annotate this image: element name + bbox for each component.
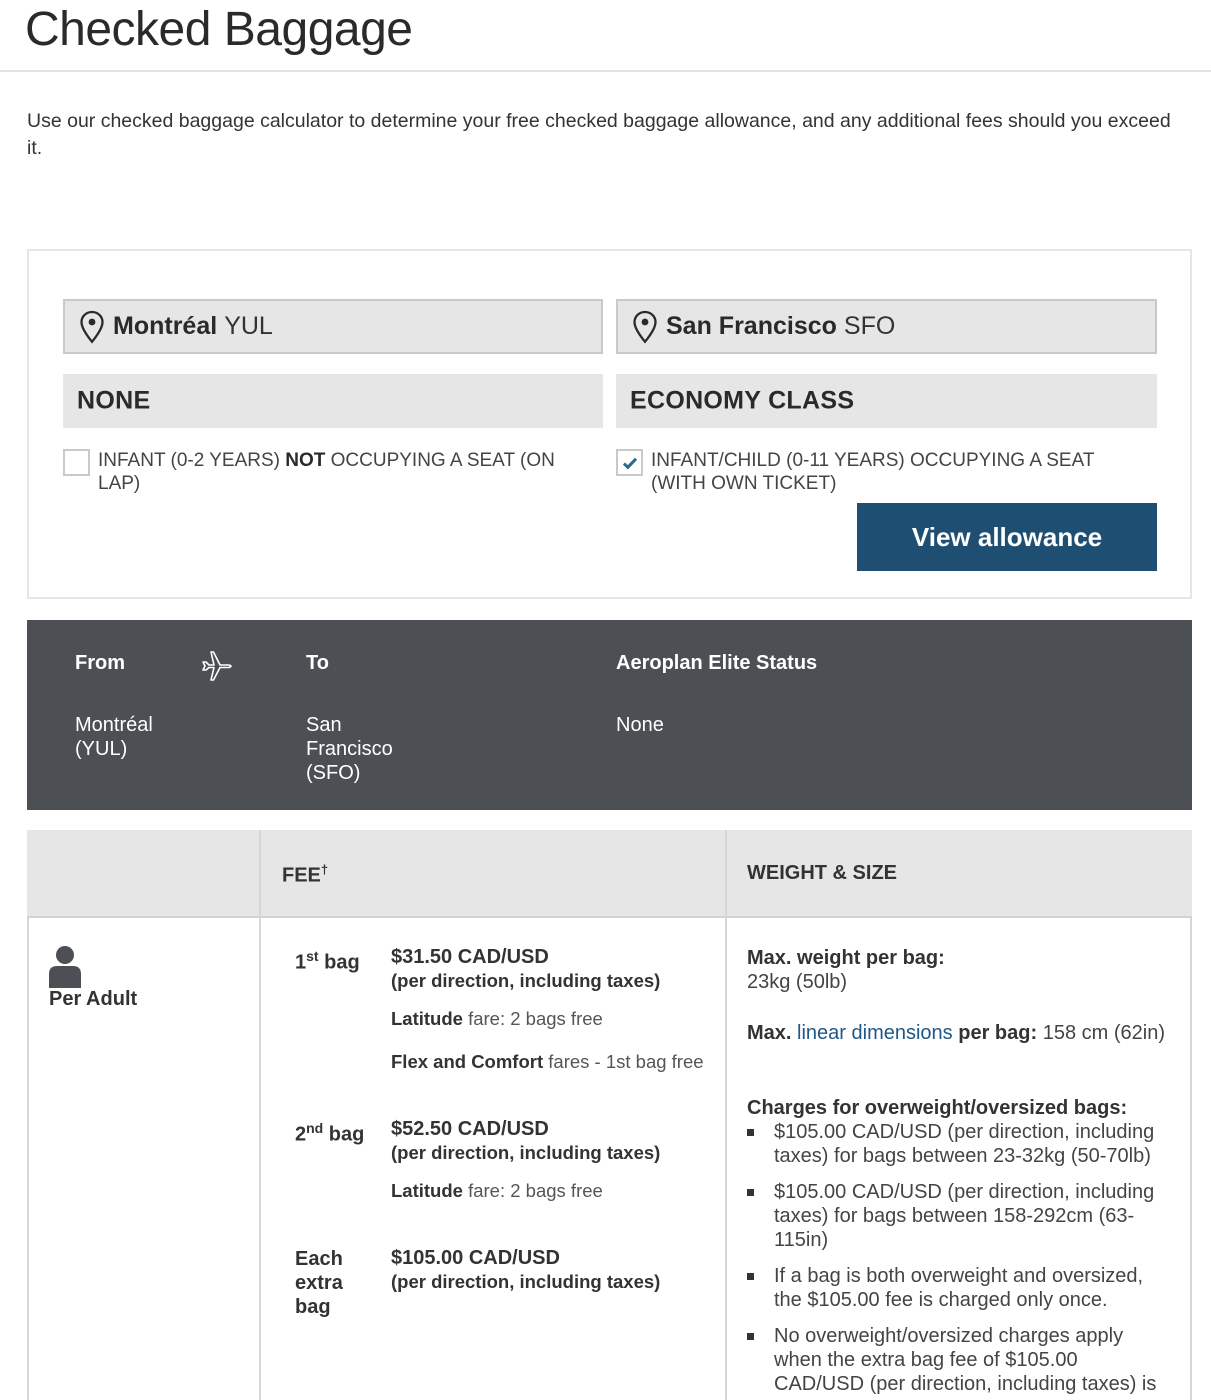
column-divider <box>725 830 727 1400</box>
fare-note: Latitude fare: 2 bags free <box>391 1180 603 1201</box>
column-divider <box>259 830 261 1400</box>
bag-price-2: $52.50 CAD/USD (per direction, including taxes) <box>391 1118 661 1163</box>
infant-seat-label: INFANT/CHILD (0-11 YEARS) OCCUPYING A SEAT (WITH OWN TICKET) <box>651 450 1095 494</box>
to-label: To <box>306 652 329 674</box>
bag-label-2: 2nd bag <box>295 1120 365 1146</box>
from-label: From <box>75 652 125 674</box>
infant-lap-option[interactable] <box>63 449 558 495</box>
to-value: San Francisco (SFO) <box>306 714 393 784</box>
elite-status-value: NONE <box>77 386 151 415</box>
table-border <box>1190 918 1192 1400</box>
cabin-class-select[interactable] <box>616 374 1157 428</box>
list-item: If a bag is both overweight and oversized, the $105.00 fee is charged only once. <box>747 1264 1167 1312</box>
list-item: No overweight/oversized charges apply when the extra bag fee of $105.00 CAD/USD (per direction, including taxes) is <box>747 1324 1167 1396</box>
table-header <box>27 830 1192 918</box>
route-summary <box>27 620 1192 810</box>
charges-list <box>747 1120 1167 1396</box>
elite-status-select[interactable] <box>63 374 603 428</box>
origin-city: Montréal <box>113 312 218 340</box>
map-pin-icon <box>632 310 658 344</box>
checkmark-icon <box>621 454 639 472</box>
table-border <box>27 918 29 1400</box>
infant-seat-option[interactable] <box>616 449 1111 495</box>
passenger-type: Per Adult <box>49 988 138 1010</box>
origin-code: YUL <box>224 312 273 340</box>
cabin-class-value: ECONOMY CLASS <box>630 386 855 415</box>
plane-icon <box>199 648 235 684</box>
overweight-charges: Charges for overweight/oversized bags: $105.00 CAD/USD (per direction, including taxes) for bags between 23-32kg (50-70lb) $105.00 CAD/USD (per direction, including taxes) for bags between 158-292cm (63-115in) If a bag is both overweight and oversized, the $105.00 fee is charged only once. No overweight/oversized charges apply when the extra bag fee of $105.00 CAD/USD (per direction, including taxes) is <box>747 1096 1167 1400</box>
map-pin-icon <box>79 310 105 344</box>
fare-note: Flex and Comfort fares - 1st bag free <box>391 1051 704 1072</box>
infant-lap-checkbox[interactable] <box>63 449 90 476</box>
intro-text: Use our checked baggage calculator to determine your free checked baggage allowance, and any additional fees should you exceed it. <box>27 110 1171 159</box>
infant-seat-checkbox[interactable] <box>616 449 643 476</box>
max-dimensions: Max. linear dimensions per bag: 158 cm (62in) <box>747 1022 1165 1044</box>
fare-note: Latitude fare: 2 bags free <box>391 1008 603 1029</box>
view-allowance-button[interactable]: View allowance <box>857 503 1157 571</box>
person-icon <box>47 944 83 988</box>
destination-field[interactable] <box>616 299 1157 354</box>
status-value: None <box>616 714 664 736</box>
page-title: Checked Baggage <box>25 3 413 56</box>
destination-city: San Francisco <box>666 312 837 340</box>
list-item: $105.00 CAD/USD (per direction, including taxes) for bags between 23-32kg (50-70lb) <box>747 1120 1167 1168</box>
linear-dimensions-link[interactable]: linear dimensions <box>797 1022 953 1044</box>
bag-label-1: 1st bag <box>295 948 360 974</box>
destination-code: SFO <box>843 312 896 340</box>
from-value: Montréal (YUL) <box>75 714 153 760</box>
weight-size-header: WEIGHT & SIZE <box>747 862 897 884</box>
fee-header: FEE† <box>282 862 329 887</box>
bag-price-1: $31.50 CAD/USD (per direction, including taxes) <box>391 946 661 991</box>
bag-price-extra: $105.00 CAD/USD (per direction, including taxes) <box>391 1247 661 1292</box>
baggage-calculator <box>27 249 1192 599</box>
fee-table <box>27 830 1192 1400</box>
title-divider <box>0 70 1211 72</box>
status-label: Aeroplan Elite Status <box>616 652 818 674</box>
origin-field[interactable] <box>63 299 603 354</box>
list-item: $105.00 CAD/USD (per direction, including taxes) for bags between 158-292cm (63-115in) <box>747 1180 1167 1252</box>
infant-lap-label: INFANT (0-2 YEARS) NOT OCCUPYING A SEAT (ON LAP) <box>98 450 555 494</box>
max-weight: Max. weight per bag: 23kg (50lb) <box>747 947 945 993</box>
bag-label-extra: Each extra bag <box>295 1248 343 1318</box>
